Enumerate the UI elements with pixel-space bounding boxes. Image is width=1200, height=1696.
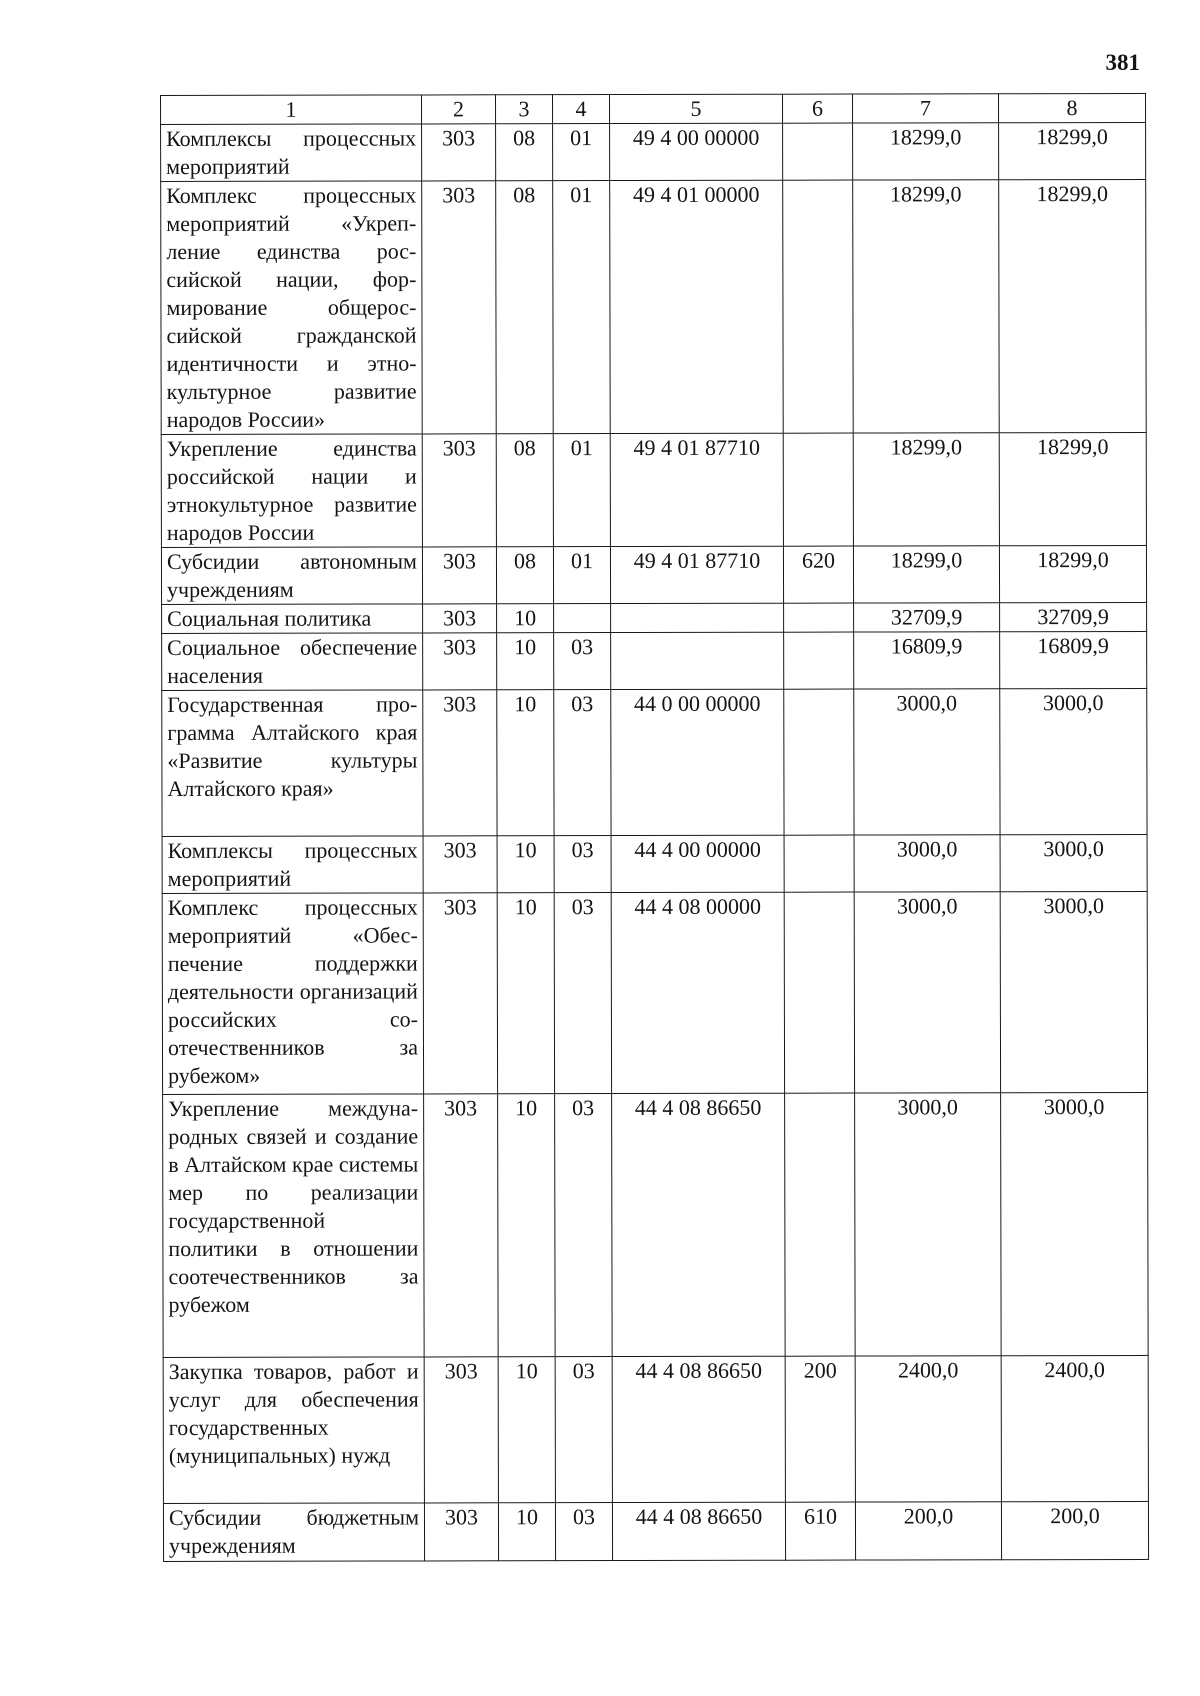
row-name: Комплексы процессных мероприятий	[162, 836, 423, 894]
cell-subsection: 01	[553, 181, 611, 434]
cell-expense-type: 620	[783, 546, 853, 603]
column-header-subsection: 4	[553, 95, 610, 124]
cell-target-article: 44 4 08 86650	[612, 1093, 786, 1356]
budget-table	[160, 93, 1149, 1562]
cell-ministry: 303	[422, 181, 497, 434]
cell-amount-year-2: 18299,0	[999, 432, 1146, 545]
cell-expense-type	[784, 603, 854, 632]
cell-section: 10	[497, 690, 554, 836]
cell-amount-year-2: 2400,0	[1001, 1355, 1148, 1501]
cell-amount-year-1: 18299,0	[853, 546, 999, 603]
cell-amount-year-2: 16809,9	[1000, 631, 1147, 688]
cell-section: 10	[498, 1357, 555, 1503]
cell-amount-year-2: 18299,0	[999, 545, 1146, 602]
table-row	[162, 602, 1147, 633]
cell-expense-type	[785, 1093, 856, 1356]
cell-expense-type	[784, 835, 854, 892]
column-header-target-article: 5	[610, 94, 783, 123]
cell-target-article: 49 4 01 87710	[610, 433, 783, 546]
cell-subsection: 03	[555, 1503, 612, 1561]
cell-section: 08	[496, 124, 553, 181]
cell-subsection: 03	[554, 633, 611, 690]
table-row	[161, 122, 1146, 181]
cell-amount-year-2: 3000,0	[1000, 688, 1147, 834]
cell-amount-year-2: 18299,0	[999, 122, 1146, 179]
row-name: Комплексы процессных мероприятий	[161, 124, 422, 182]
table-row	[162, 631, 1147, 690]
cell-section: 10	[497, 604, 554, 633]
column-header-amount-year-2: 8	[998, 93, 1145, 122]
cell-target-article: 44 4 08 86650	[612, 1356, 785, 1502]
cell-section: 10	[498, 1094, 556, 1357]
cell-ministry: 303	[423, 604, 497, 633]
row-name: Закупка товаров, работ и услуг для обеспечения государственных (муниципальных) нужд	[163, 1357, 424, 1504]
cell-amount-year-1: 18299,0	[853, 433, 999, 546]
row-name: Укрепление международных связей и создание в Алтайском крае системы мер по реализации государственной политики в отношении соотечественников за рубежом	[163, 1094, 425, 1358]
cell-expense-type	[783, 180, 854, 433]
page-number: 381	[1105, 50, 1140, 75]
cell-target-article: 49 4 01 00000	[610, 180, 784, 433]
cell-amount-year-2: 200,0	[1001, 1501, 1148, 1559]
cell-expense-type	[783, 123, 853, 180]
cell-ministry: 303	[423, 893, 497, 1094]
cell-target-article: 49 4 01 87710	[610, 546, 783, 603]
cell-target-article: 49 4 00 00000	[610, 123, 783, 180]
table-row	[162, 688, 1147, 836]
cell-amount-year-2: 3000,0	[1001, 1092, 1149, 1355]
row-name: Комплекс процессных мероприятий «Обеспечение поддержки деятельности организаций российских соотечественников за рубежом»	[162, 893, 423, 1095]
cell-amount-year-1: 16809,9	[854, 632, 1000, 689]
cell-target-article: 44 4 08 86650	[612, 1502, 785, 1560]
column-header-name: 1	[161, 95, 422, 125]
cell-amount-year-2: 3000,0	[1000, 834, 1147, 891]
column-header-ministry: 2	[422, 95, 496, 124]
cell-expense-type	[784, 892, 854, 1093]
column-header-section: 3	[496, 95, 553, 124]
cell-section: 10	[498, 1503, 555, 1561]
cell-section: 10	[497, 836, 554, 893]
cell-amount-year-2: 18299,0	[999, 179, 1147, 432]
table-row	[161, 545, 1146, 604]
cell-section: 10	[497, 893, 554, 1094]
cell-ministry: 303	[422, 124, 496, 181]
column-header-amount-year-1: 7	[852, 94, 998, 123]
cell-subsection: 03	[555, 1094, 613, 1357]
cell-amount-year-1: 2400,0	[855, 1356, 1001, 1502]
cell-ministry: 303	[424, 1357, 498, 1503]
cell-section: 08	[496, 181, 554, 434]
cell-subsection: 01	[553, 547, 610, 604]
cell-subsection: 03	[554, 836, 611, 893]
row-name: Социальное обеспечение населения	[162, 633, 423, 691]
cell-target-article	[611, 603, 784, 632]
cell-amount-year-1: 3000,0	[854, 689, 1000, 835]
cell-amount-year-1: 18299,0	[853, 180, 1000, 433]
table-row	[163, 1355, 1148, 1503]
cell-subsection: 03	[554, 690, 611, 836]
row-name: Государственная программа Алтайского края «Развитие культуры Алтайского края»	[162, 690, 423, 837]
cell-expense-type	[783, 433, 853, 546]
cell-subsection: 01	[553, 124, 610, 181]
row-name: Социальная политика	[162, 604, 423, 634]
cell-expense-type	[784, 689, 854, 835]
cell-target-article	[611, 632, 784, 689]
table-row	[163, 1501, 1148, 1561]
table-header-row	[161, 93, 1146, 124]
cell-ministry: 303	[422, 547, 496, 604]
cell-ministry: 303	[423, 690, 497, 836]
table-row	[162, 891, 1147, 1094]
table-row	[163, 1092, 1149, 1357]
cell-subsection: 03	[555, 1357, 612, 1503]
cell-subsection: 03	[554, 893, 611, 1094]
cell-section: 08	[496, 434, 553, 547]
column-header-expense-type: 6	[782, 94, 852, 123]
cell-amount-year-1: 3000,0	[854, 892, 1000, 1093]
cell-amount-year-1: 18299,0	[853, 123, 999, 180]
row-name: Субсидии бюджетным учреждениям	[163, 1503, 424, 1562]
cell-subsection	[554, 604, 611, 633]
cell-expense-type: 200	[785, 1356, 855, 1502]
cell-expense-type: 610	[785, 1502, 855, 1560]
cell-ministry: 303	[424, 1094, 499, 1357]
cell-ministry: 303	[422, 434, 496, 547]
table-row	[162, 834, 1147, 893]
cell-amount-year-1: 3000,0	[854, 835, 1000, 892]
cell-amount-year-1: 3000,0	[855, 1093, 1002, 1356]
cell-amount-year-2: 3000,0	[1000, 891, 1147, 1092]
cell-section: 10	[497, 633, 554, 690]
table-row	[161, 432, 1146, 547]
table-row	[161, 179, 1147, 434]
cell-subsection: 01	[553, 434, 610, 547]
cell-ministry: 303	[423, 633, 497, 690]
row-name: Субсидии автономным учреждениям	[161, 547, 422, 605]
cell-section: 08	[496, 547, 553, 604]
cell-target-article: 44 0 00 00000	[611, 689, 784, 835]
cell-target-article: 44 4 08 00000	[611, 892, 784, 1093]
row-name: Укрепление единства российской нации и этнокультурное развитие народов России	[161, 434, 422, 548]
cell-expense-type	[784, 632, 854, 689]
cell-target-article: 44 4 00 00000	[611, 835, 784, 892]
cell-ministry: 303	[423, 836, 497, 893]
cell-ministry: 303	[424, 1503, 498, 1561]
cell-amount-year-1: 200,0	[855, 1502, 1001, 1560]
cell-amount-year-1: 32709,9	[854, 603, 1000, 632]
cell-amount-year-2: 32709,9	[1000, 602, 1147, 631]
row-name: Комплекс процессных мероприятий «Укрепление единства российской нации, формирование общероссийской гражданской идентичности и этнокультурное развитие народов России»	[161, 181, 423, 435]
